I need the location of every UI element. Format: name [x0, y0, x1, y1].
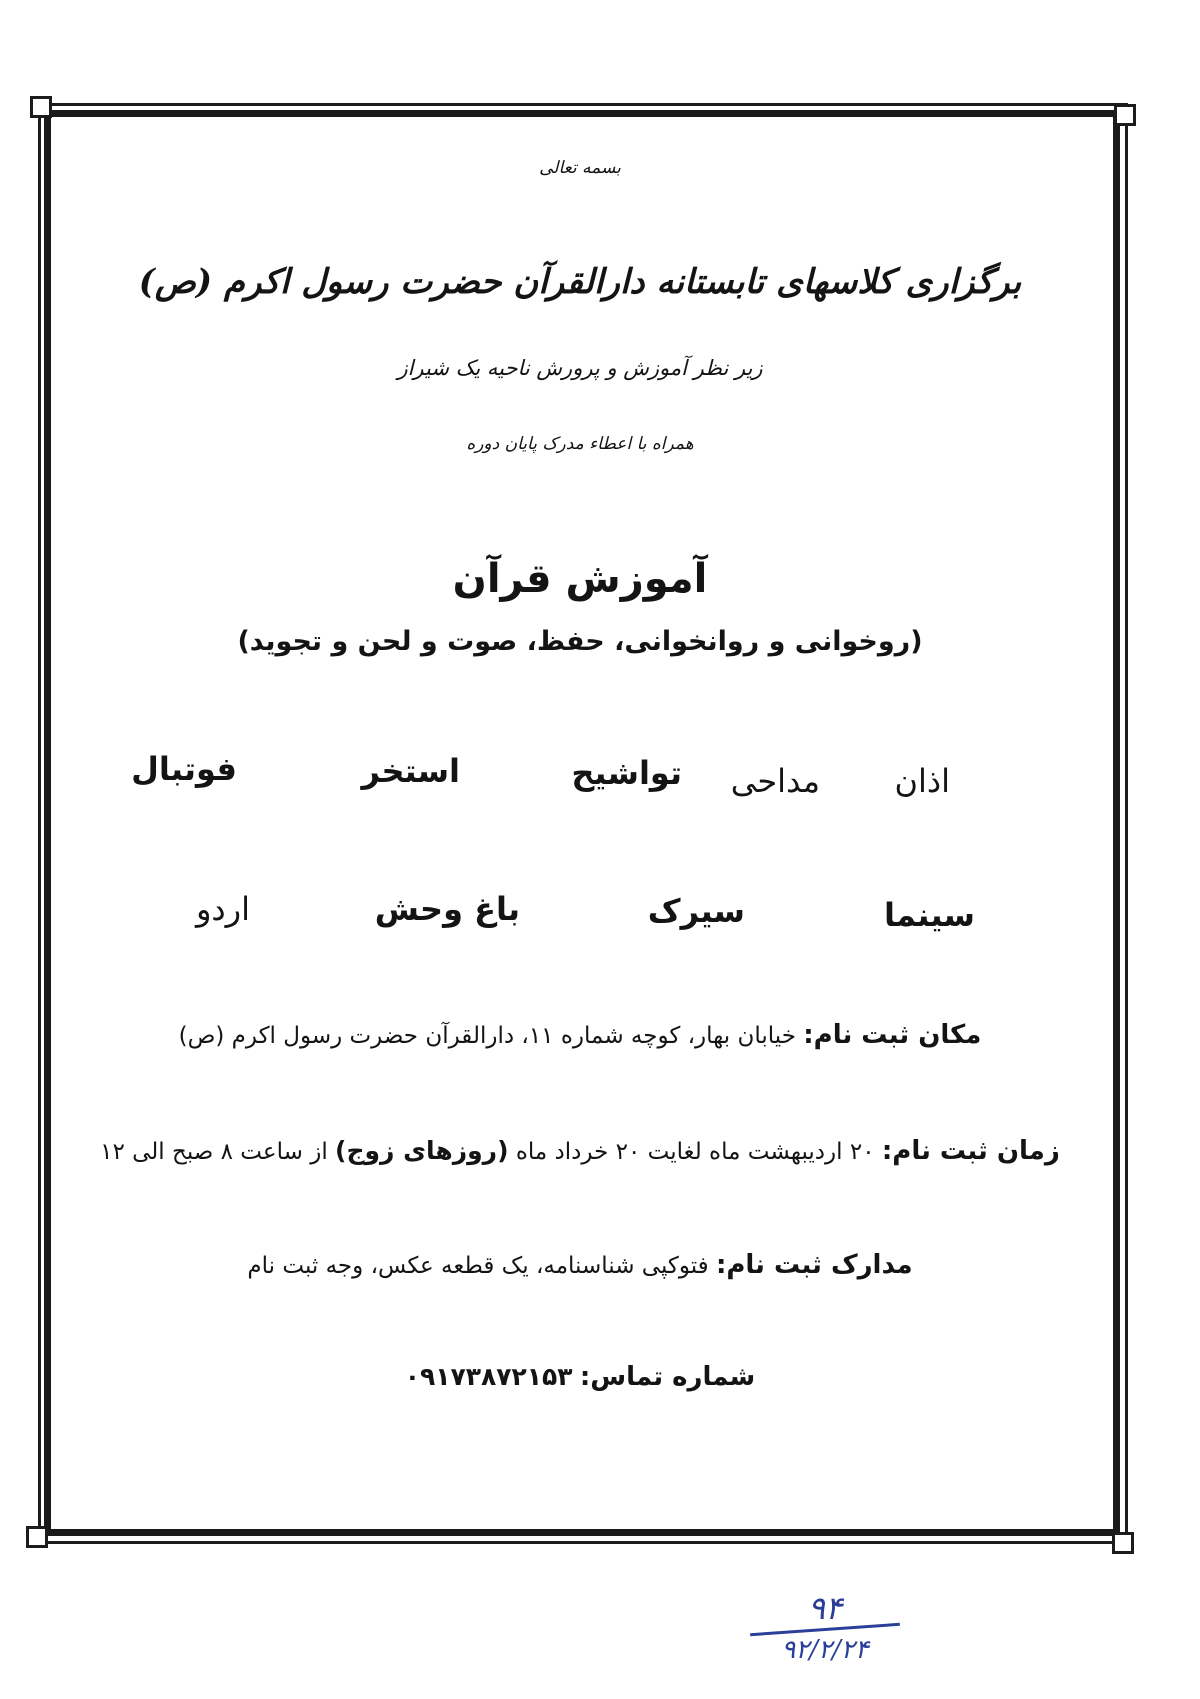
activity-pool: استخر	[361, 752, 460, 790]
registration-place-value: خیابان بهار، کوچه شماره ۱۱، دارالقرآن حضرت رسول اکرم (ص)	[178, 1023, 796, 1049]
activity-maddahi: مداحی	[730, 762, 820, 800]
activity-football: فوتبال	[131, 750, 237, 788]
registration-time-hours: از ساعت ۸ صبح الی ۱۲	[100, 1139, 328, 1165]
supervision-line: زیر نظر آموزش و پرورش ناحیه یک شیراز	[397, 356, 763, 380]
activity-tavashih: تواشیح	[571, 754, 682, 792]
activity-cinema: سینما	[883, 896, 975, 934]
registration-time-range: ۲۰ اردیبهشت ماه لغایت ۲۰ خرداد ماه	[515, 1139, 875, 1165]
activity-camp: اردو	[195, 890, 250, 928]
handwritten-note-date: ۹۲/۲/۲۴	[781, 1635, 869, 1665]
handwritten-note-number: ۹۴	[807, 1589, 843, 1627]
contact-phone-label: شماره تماس:	[579, 1362, 756, 1392]
registration-documents	[60, 1250, 1100, 1280]
registration-time	[60, 1136, 1100, 1166]
basmala: بسمه تعالی	[539, 158, 621, 178]
certificate-line: همراه با اعطاء مدرک پایان دوره	[466, 434, 694, 454]
quran-course-description: (روخوانی و روانخوانی، حفظ، صوت و لحن و تجوید)	[237, 626, 923, 657]
contact-phone	[60, 1362, 1100, 1392]
border-corner-bottom-left	[26, 1526, 48, 1548]
registration-time-label: زمان ثبت نام:	[881, 1136, 1060, 1166]
border-corner-bottom-right	[1112, 1532, 1134, 1554]
activity-zoo: باغ وحش	[374, 890, 520, 928]
registration-time-days: (روزهای زوج)	[335, 1136, 509, 1165]
page-title: برگزاری کلاسهای تابستانه دارالقرآن حضرت رسول اکرم (ص)	[138, 262, 1022, 302]
page-border-inner	[44, 110, 1120, 1536]
contact-phone-number: ۰۹۱۷۳۸۷۲۱۵۳	[404, 1362, 573, 1391]
quran-course-title: آموزش قرآن	[452, 556, 708, 602]
registration-place	[60, 1020, 1100, 1050]
registration-documents-label: مدارک ثبت نام:	[715, 1250, 913, 1280]
activity-circus: سیرک	[647, 892, 745, 930]
border-corner-top-right	[1114, 104, 1136, 126]
handwritten-note	[740, 1590, 910, 1665]
activity-azan: اذان	[894, 762, 950, 800]
registration-place-label: مکان ثبت نام:	[803, 1020, 982, 1050]
border-corner-top-left	[30, 96, 52, 118]
registration-documents-value: فتوکپی شناسنامه، یک قطعه عکس، وجه ثبت نام	[247, 1253, 709, 1279]
